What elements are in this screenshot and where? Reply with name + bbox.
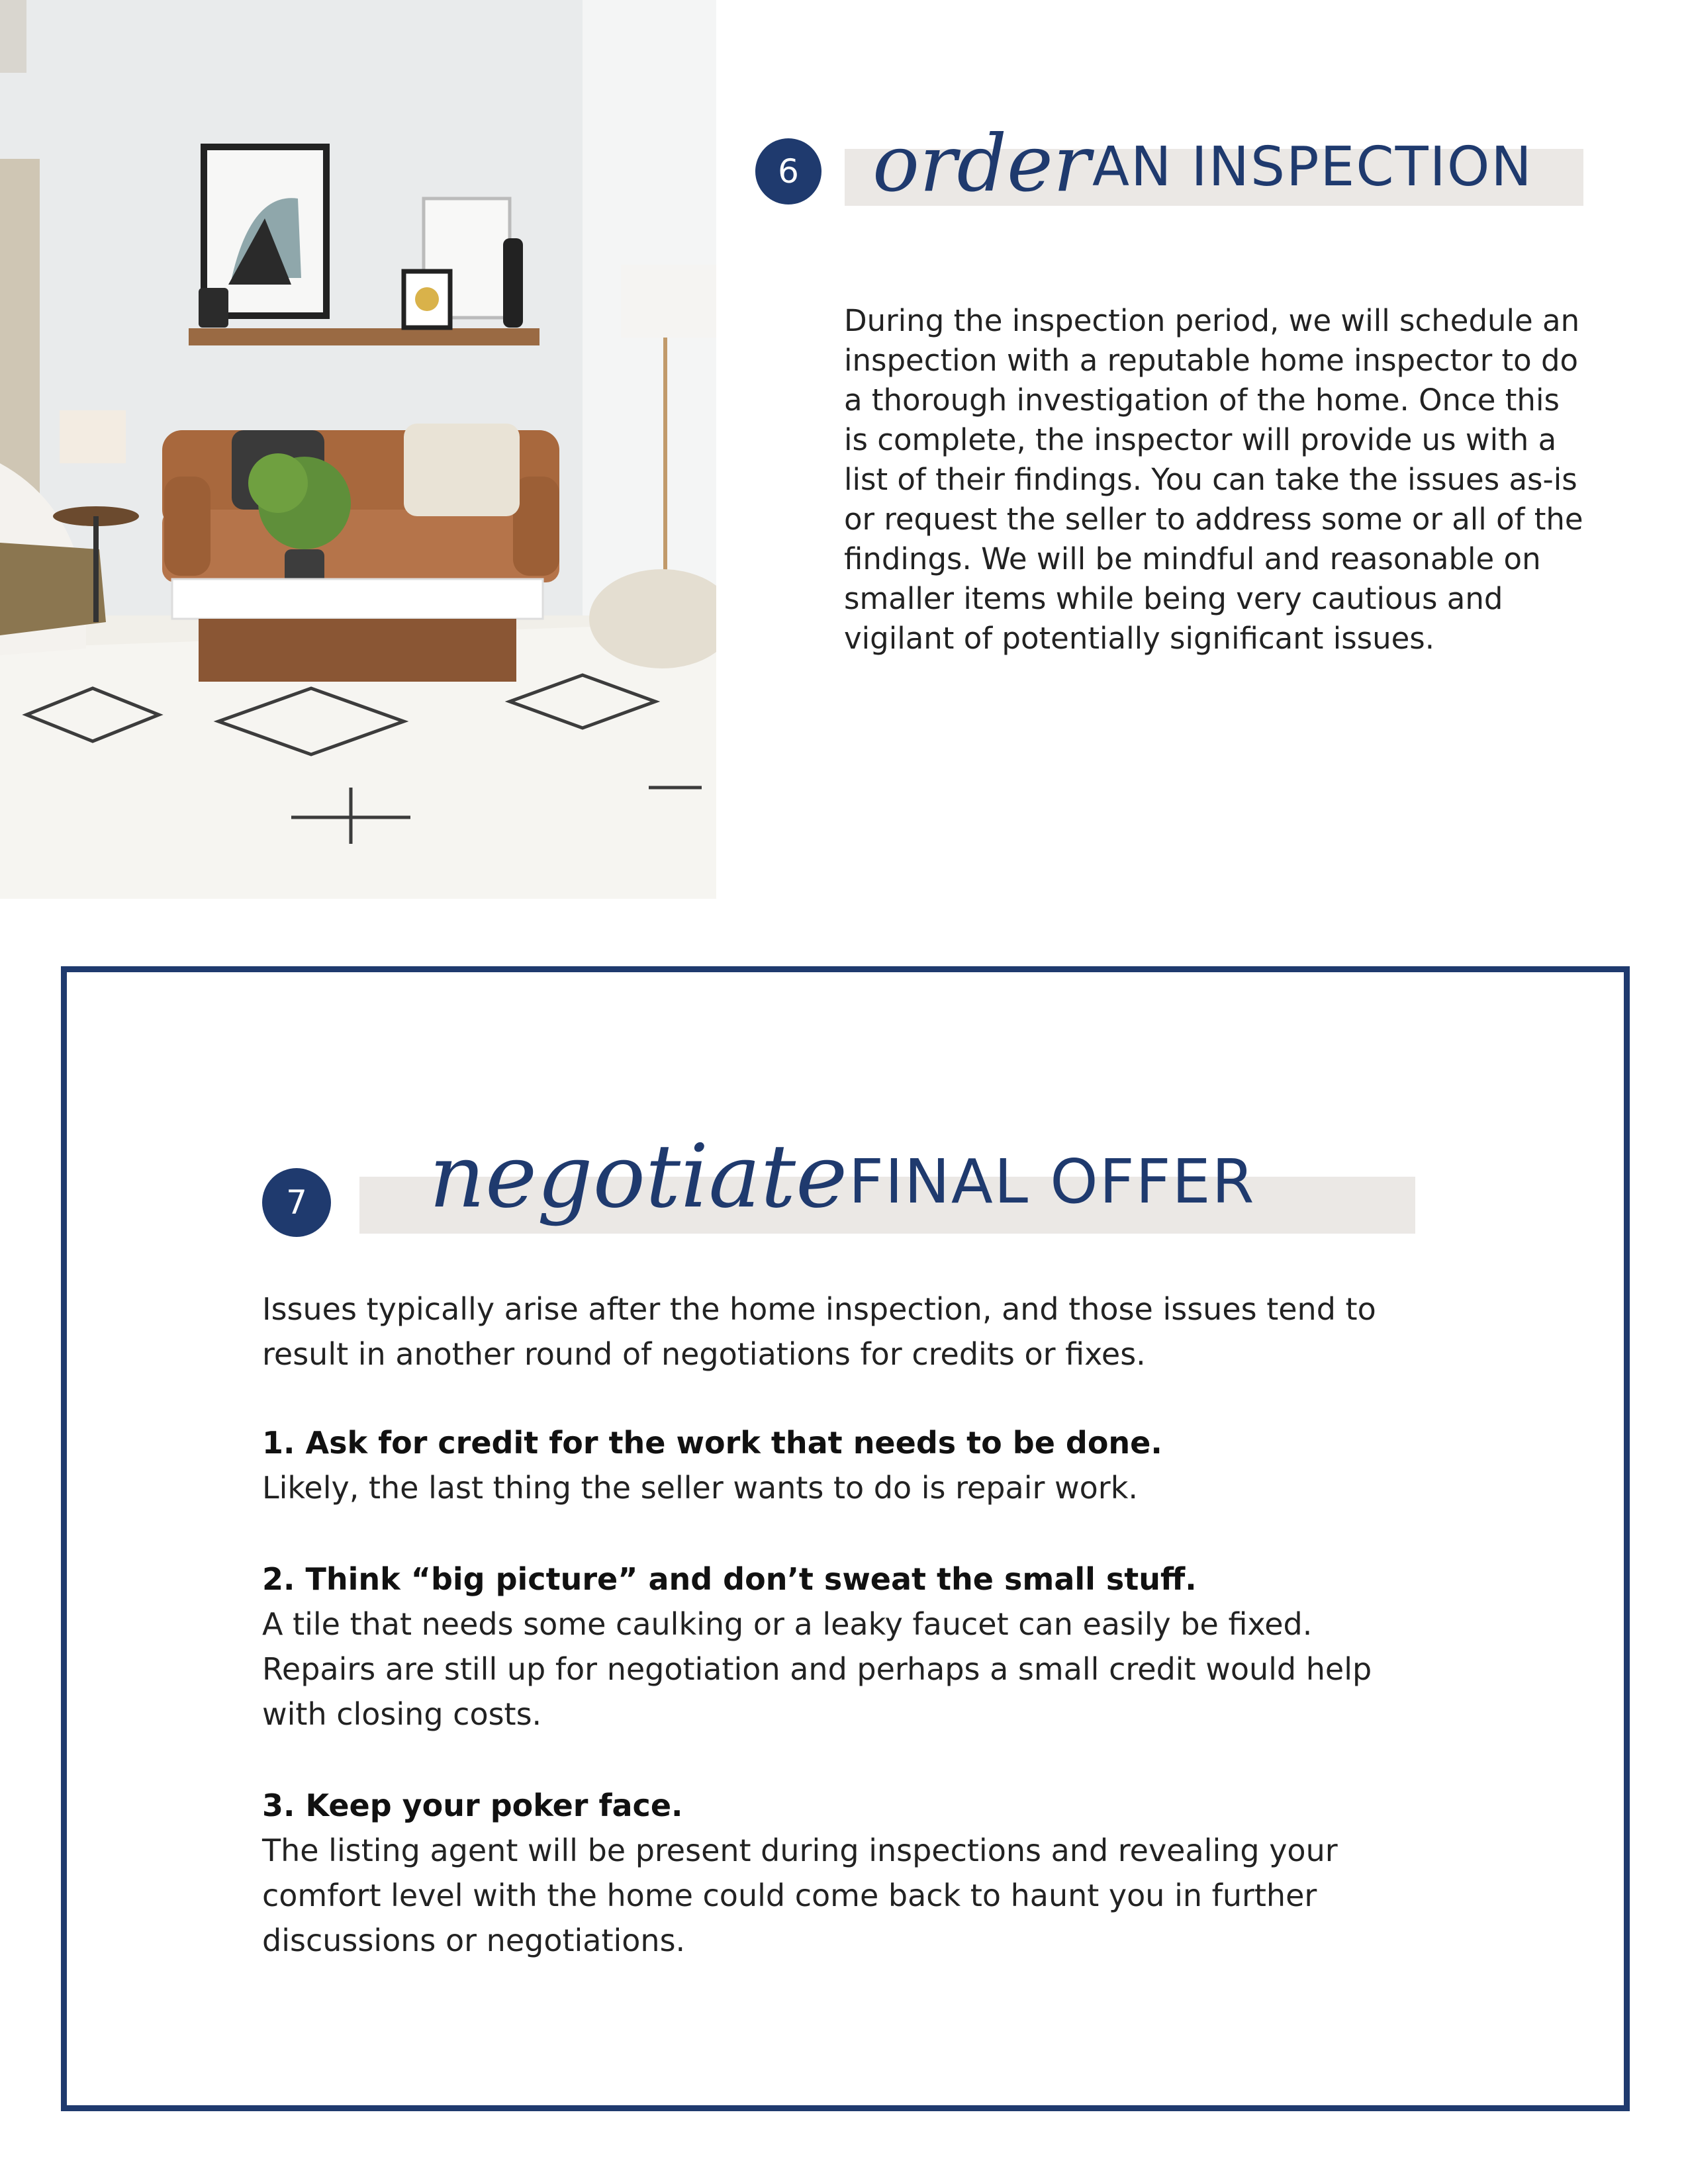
step-7-intro: Issues typically arise after the home inspection, and those issues tend to result in another round of negotiations for credits or fixes. — [262, 1291, 1376, 1372]
step-6-badge: 6 — [755, 138, 821, 205]
step-6-body: During the inspection period, we will schedule an inspection with a reputable home inspector to do a thorough investigation of the home. Once this is complete, the inspector will provide us with a list of their findings. You can take the issues as-is or request the seller to address some or all of the findings. We will be mindful and reasonable on smaller items while being very cautious and vigilant of potentially significant issues. — [844, 303, 1583, 656]
tip-2-heading: 2. Think “big picture” and don’t sweat the small stuff. — [262, 1561, 1197, 1597]
tip-1-text: Likely, the last thing the seller wants to do is repair work. — [262, 1470, 1138, 1506]
step-7-title: FINAL OFFER — [849, 1146, 1256, 1217]
tip-1 — [262, 1420, 1467, 1510]
step-7-script-word: negotiate — [429, 1126, 848, 1228]
step-7-badge: 7 — [262, 1168, 331, 1237]
tip-2 — [262, 1557, 1467, 1737]
tip-1-heading: 1. Ask for credit for the work that needs to be done. — [262, 1425, 1162, 1461]
tip-3-text: The listing agent will be present during inspections and revealing your comfort level with the home could come back to haunt you in further discussions or negotiations. — [262, 1833, 1338, 1958]
tip-2-text: A tile that needs some caulking or a leaky faucet can easily be fixed. Repairs are still up for negotiation and perhaps a small credit would help with closing costs. — [262, 1606, 1372, 1732]
step-6-script-word: order — [872, 118, 1091, 209]
step-6-title: AN INSPECTION — [1092, 136, 1533, 199]
tip-3-heading: 3. Keep your poker face. — [262, 1788, 683, 1823]
living-room-photo — [0, 0, 716, 899]
tip-3 — [262, 1783, 1467, 1963]
